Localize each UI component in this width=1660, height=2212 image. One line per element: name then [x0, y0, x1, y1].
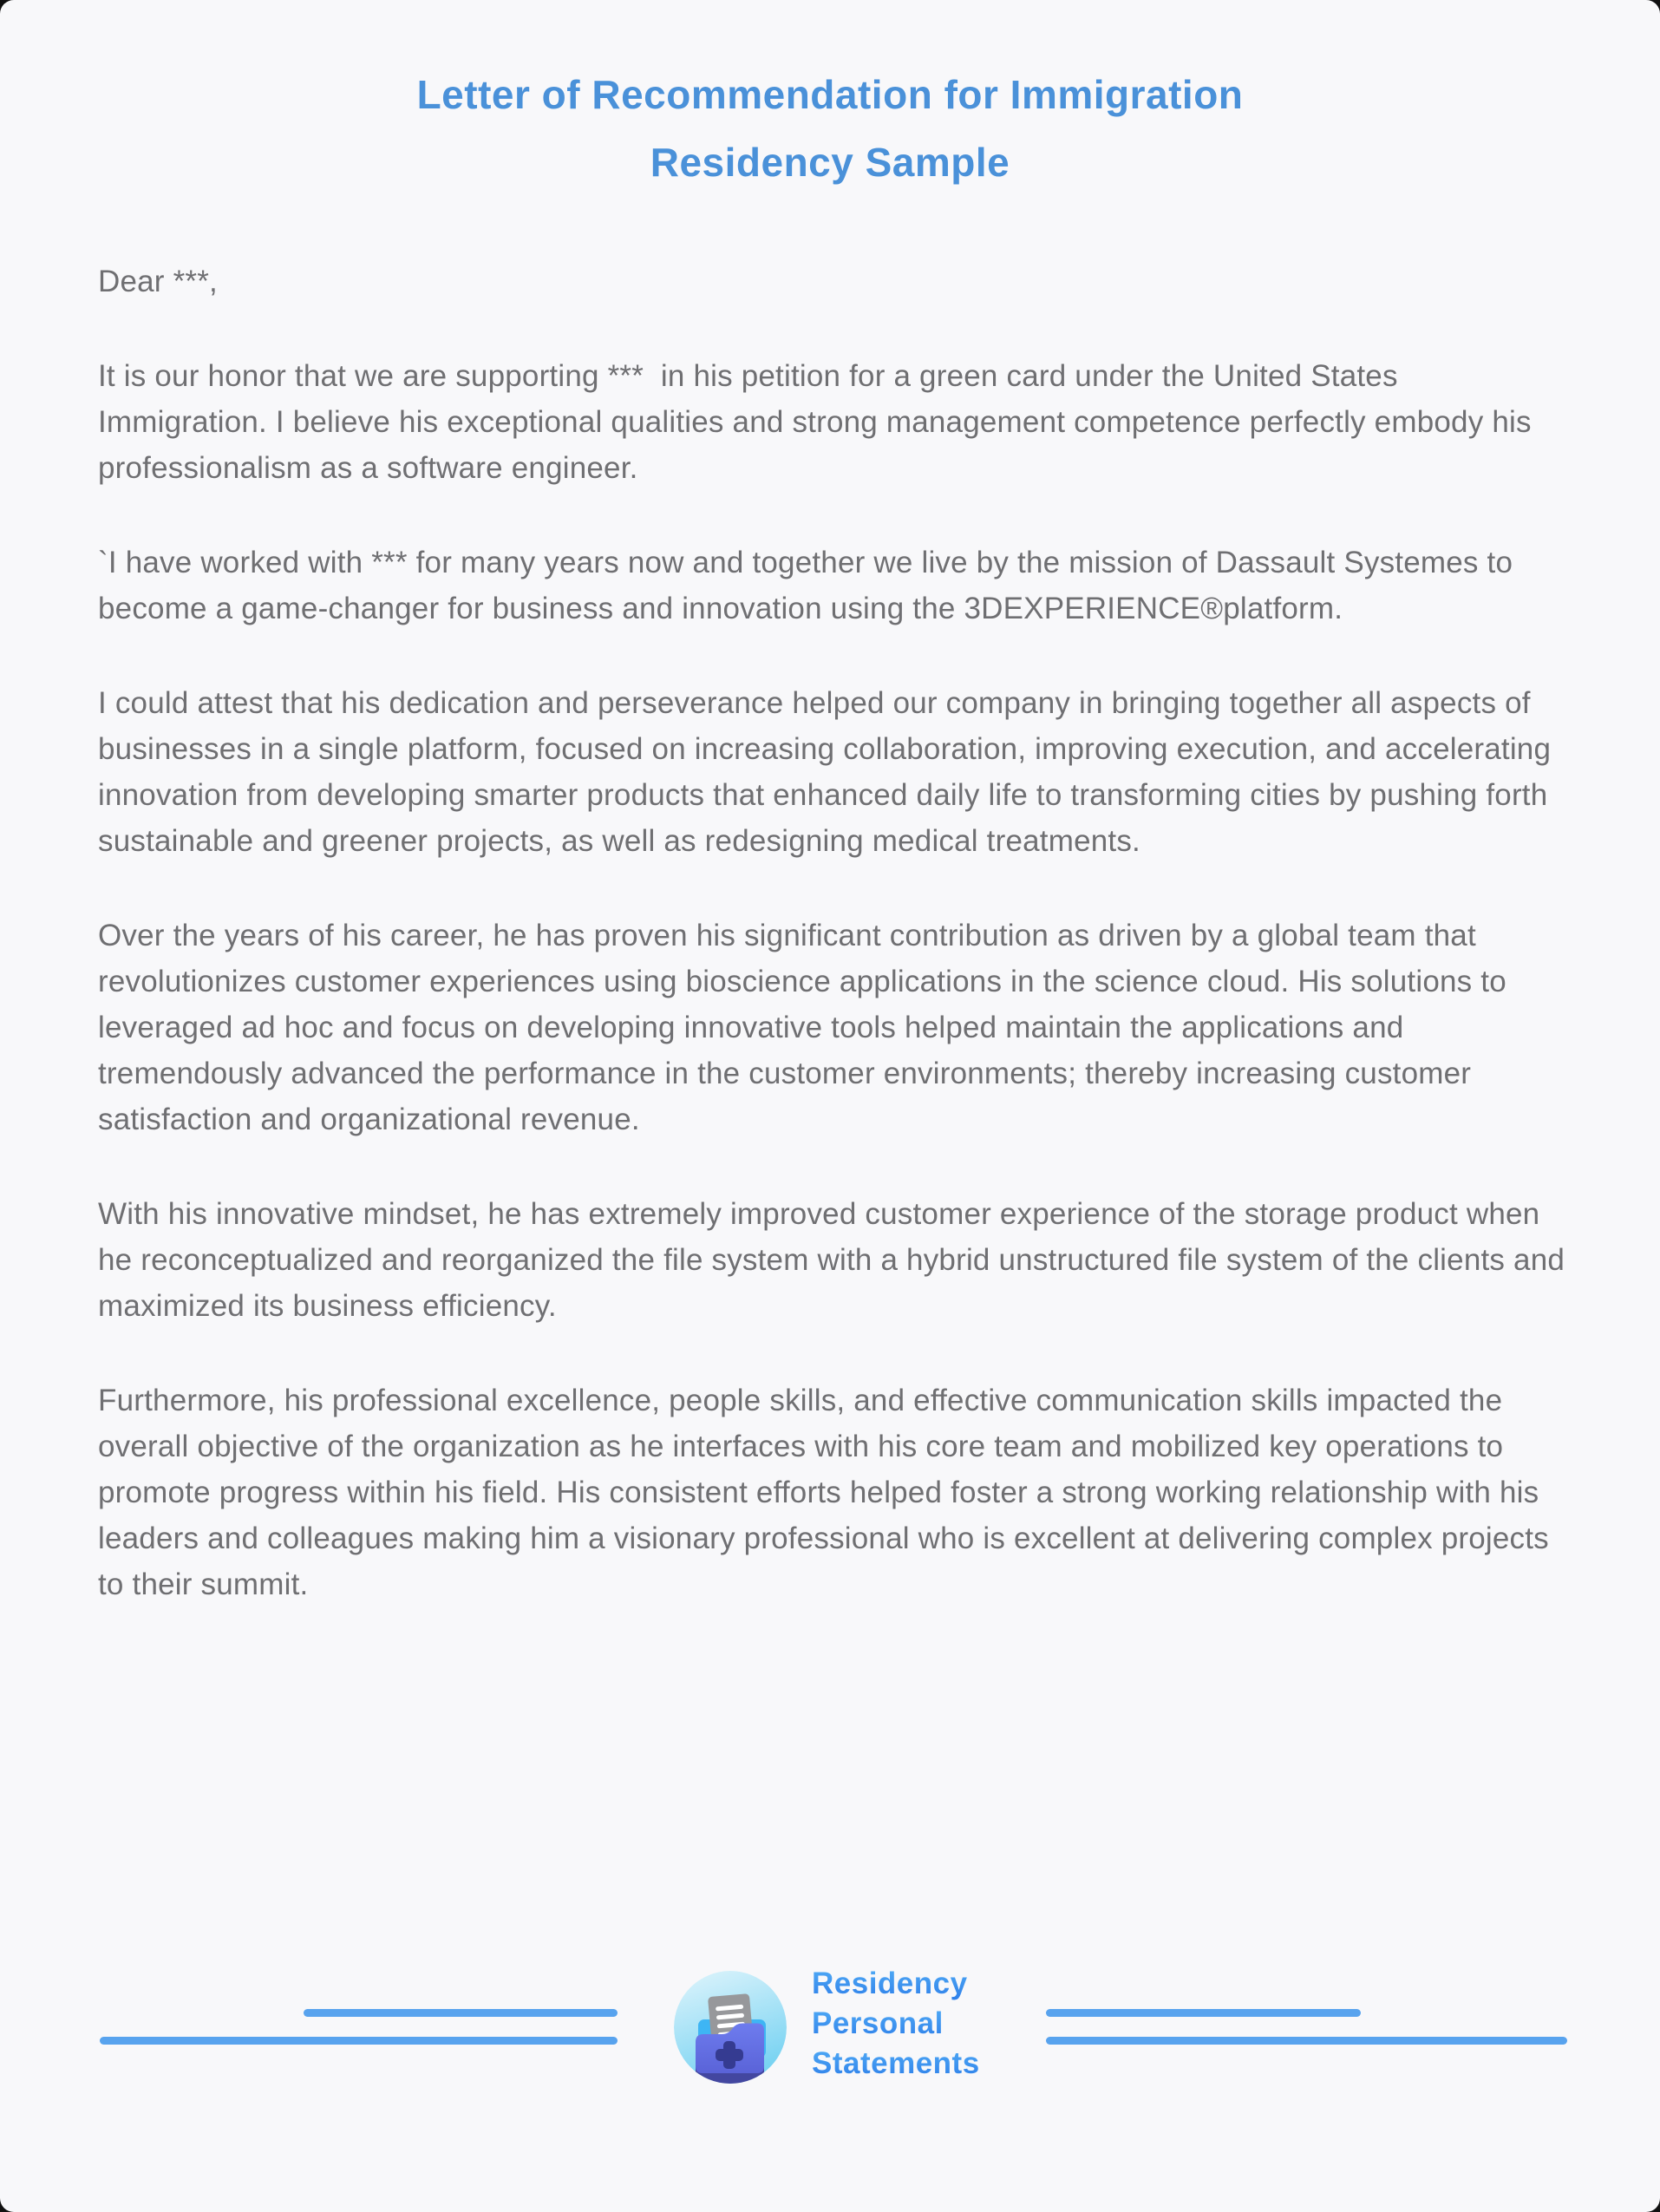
- paragraph: Over the years of his career, he has proven his significant contribution as driven by a global team that revolutionizes customer experiences using bioscience applications in the science cloud. His solutions to leveraged ad hoc and focus on developing innovative tools helped maintain the applications and tremendously advanced the performance in the customer environments; thereby increasing customer satisfaction and organizational revenue.: [98, 919, 1515, 1136]
- paragraph: Furthermore, his professional excellence, people skills, and effective communication skills impacted the overall objective of the organization as he interfaces with his core team and mobilized key operations to promote progress within his field. His consistent efforts helped foster a strong working relationship with his leaders and colleagues making him a visionary professional who is excellent at delivering complex projects to their summit.: [98, 1384, 1558, 1601]
- paragraph: It is our honor that we are supporting *** in his petition for a green card under the United States Immigration. I believe his exceptional qualities and strong management competence perfectly embody his professionalism as a software engineer.: [98, 359, 1540, 485]
- paragraph: `I have worked with *** for many years now and together we live by the mission of Dassault Systemes to become a game-changer for business and innovation using the 3DEXPERIENCE®platform.: [98, 546, 1522, 625]
- brand-line: Residency: [812, 1964, 980, 2004]
- page-title: [0, 0, 1660, 196]
- footer-divider-left-top: [304, 2009, 618, 2017]
- page-title-line-2: Residency Sample: [650, 140, 1010, 185]
- salutation: Dear ***,: [98, 265, 218, 298]
- footer-divider-right-bottom: [1046, 2037, 1567, 2045]
- brand-line: Personal: [812, 2004, 980, 2044]
- letter-body: [98, 259, 1573, 1607]
- footer-divider-left-bottom: [100, 2037, 618, 2045]
- folder-documents-icon: [674, 1971, 787, 2084]
- brand-wordmark: [812, 1964, 980, 2084]
- paragraph: I could attest that his dedication and perseverance helped our company in bringing together all aspects of businesses in a single platform, focused on increasing collaboration, improving execution, and accelerating innovation from developing smarter products that enhanced daily life to transforming cities by pushing forth sustainable and greener projects, as well as redesigning medical treatments.: [98, 686, 1560, 858]
- page-title-line-1: Letter of Recommendation for Immigration: [416, 72, 1244, 117]
- footer-divider-right-top: [1046, 2009, 1361, 2017]
- paragraph: With his innovative mindset, he has extremely improved customer experience of the storage product when he reconceptualized and reorganized the file system with a hybrid unstructured file system of the clients and maximized its business efficiency.: [98, 1197, 1573, 1323]
- brand-line: Statements: [812, 2044, 980, 2084]
